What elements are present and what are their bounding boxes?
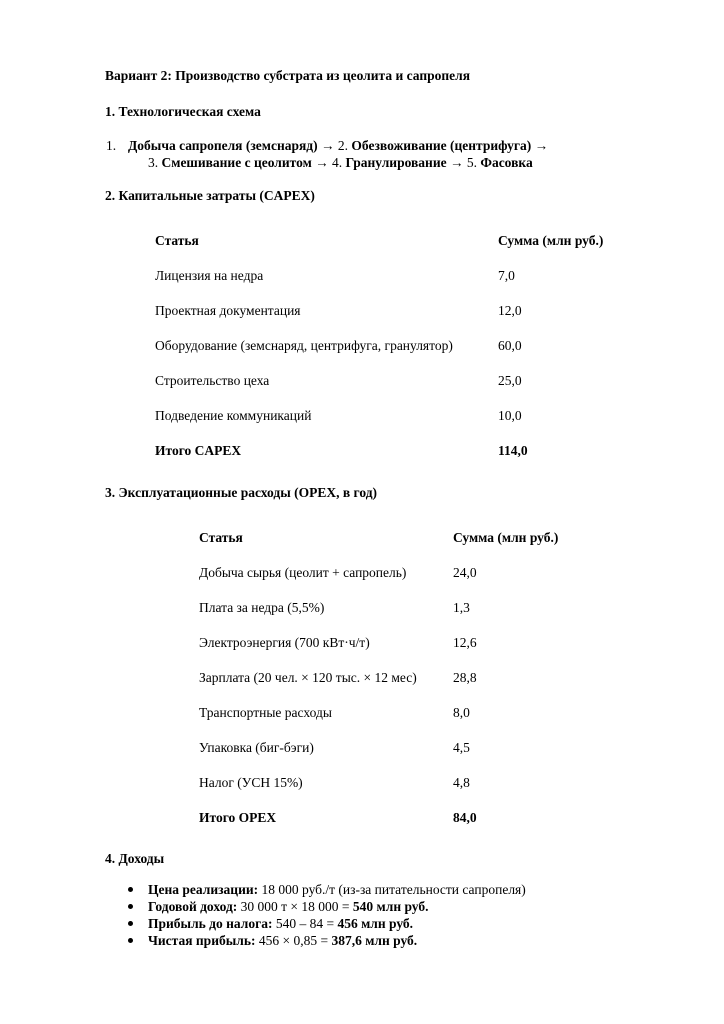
total-label: Итого OPEX xyxy=(199,809,277,825)
opex-table xyxy=(199,520,558,835)
table-row xyxy=(199,590,558,625)
text-run: → xyxy=(531,138,549,153)
text-run: 456 × 0,85 = xyxy=(255,933,332,948)
total-amount: 114,0 xyxy=(498,442,528,458)
bold-text: Прибыль до налога: xyxy=(148,916,273,931)
item-name: Плата за недра (5,5%) xyxy=(199,599,325,615)
table-total-row xyxy=(199,800,558,835)
list-item xyxy=(128,915,526,932)
section-heading-income: 4. Доходы xyxy=(105,851,165,866)
bold-text: Годовой доход: xyxy=(148,899,238,914)
bold-text: 540 млн руб. xyxy=(352,899,429,914)
table-row xyxy=(199,695,558,730)
item-amount: 10,0 xyxy=(498,407,522,423)
table-row xyxy=(199,625,558,660)
list-item xyxy=(128,881,526,898)
income-bullet-list xyxy=(128,881,526,949)
bold-text: 387,6 млн руб. xyxy=(331,933,418,948)
item-amount: 4,5 xyxy=(453,739,470,755)
table-row xyxy=(199,730,558,765)
item-amount: 1,3 xyxy=(453,599,470,615)
item-amount: 25,0 xyxy=(498,372,522,388)
column-header: Статья xyxy=(199,529,243,545)
table-header-row xyxy=(199,520,558,555)
total-label: Итого CAPEX xyxy=(155,442,242,458)
text-run: 540 – 84 = xyxy=(272,916,338,931)
bold-text: Обезвоживание (центрифуга) xyxy=(351,138,532,153)
text-run: → 2. xyxy=(317,138,352,153)
item-amount: 12,0 xyxy=(498,302,522,318)
text-run: 30 000 т × 18 000 = xyxy=(237,899,353,914)
list-item xyxy=(128,932,526,949)
document-title: Вариант 2: Производство субстрата из цеолита и сапропеля xyxy=(105,68,471,83)
column-header: Статья xyxy=(155,232,199,248)
table-row xyxy=(155,258,603,293)
table-row xyxy=(155,363,603,398)
text-run: → 5. xyxy=(446,155,481,170)
column-header: Сумма (млн руб.) xyxy=(453,529,559,545)
column-header: Сумма (млн руб.) xyxy=(498,232,604,248)
bold-text: 456 млн руб. xyxy=(337,916,414,931)
bold-text: Фасовка xyxy=(480,155,533,170)
table-total-row xyxy=(155,433,603,468)
scheme-line-2 xyxy=(148,155,533,171)
bold-text: Чистая прибыль: xyxy=(148,933,256,948)
item-name: Зарплата (20 чел. × 120 тыс. × 12 мес) xyxy=(199,669,417,685)
item-name: Электроэнергия (700 кВт·ч/т) xyxy=(199,634,370,650)
table-row xyxy=(199,765,558,800)
item-name: Строительство цеха xyxy=(155,372,270,388)
capex-table xyxy=(155,223,603,468)
item-name: Транспортные расходы xyxy=(199,704,332,720)
item-name: Лицензия на недра xyxy=(155,267,264,283)
table-row xyxy=(155,293,603,328)
section-heading-capex: 2. Капитальные затраты (CAPEX) xyxy=(105,188,315,203)
bold-text: Добыча сапропеля (земснаряд) xyxy=(128,138,318,153)
bold-text: Гранулирование xyxy=(345,155,447,170)
total-amount: 84,0 xyxy=(453,809,477,825)
table-row xyxy=(199,660,558,695)
bold-text: Смешивание с цеолитом xyxy=(161,155,312,170)
list-item xyxy=(128,898,526,915)
item-name: Налог (УСН 15%) xyxy=(199,774,303,790)
item-amount: 28,8 xyxy=(453,669,477,685)
bold-text: Цена реализации: xyxy=(148,882,259,897)
item-amount: 8,0 xyxy=(453,704,470,720)
item-name: Проектная документация xyxy=(155,302,301,318)
item-name: Подведение коммуникаций xyxy=(155,407,312,423)
item-amount: 7,0 xyxy=(498,267,515,283)
text-run: 18 000 руб./т (из-за питательности сапропеля) xyxy=(258,882,526,897)
item-amount: 60,0 xyxy=(498,337,522,353)
item-amount: 4,8 xyxy=(453,774,470,790)
item-name: Упаковка (биг-бэги) xyxy=(199,739,314,755)
table-row xyxy=(199,555,558,590)
section-heading-scheme: 1. Технологическая схема xyxy=(105,104,261,119)
scheme-list-number: 1. xyxy=(106,138,117,153)
item-name: Оборудование (земснаряд, центрифуга, гранулятор) xyxy=(155,337,453,353)
table-row xyxy=(155,328,603,363)
scheme-line-1 xyxy=(106,138,549,154)
section-heading-opex: 3. Эксплуатационные расходы (OPEX, в год) xyxy=(105,485,378,500)
item-amount: 12,6 xyxy=(453,634,477,650)
item-name: Добыча сырья (цеолит + сапропель) xyxy=(199,564,407,580)
text-run: → 4. xyxy=(311,155,346,170)
table-header-row xyxy=(155,223,603,258)
table-row xyxy=(155,398,603,433)
text-run: 3. xyxy=(148,155,162,170)
item-amount: 24,0 xyxy=(453,564,477,580)
